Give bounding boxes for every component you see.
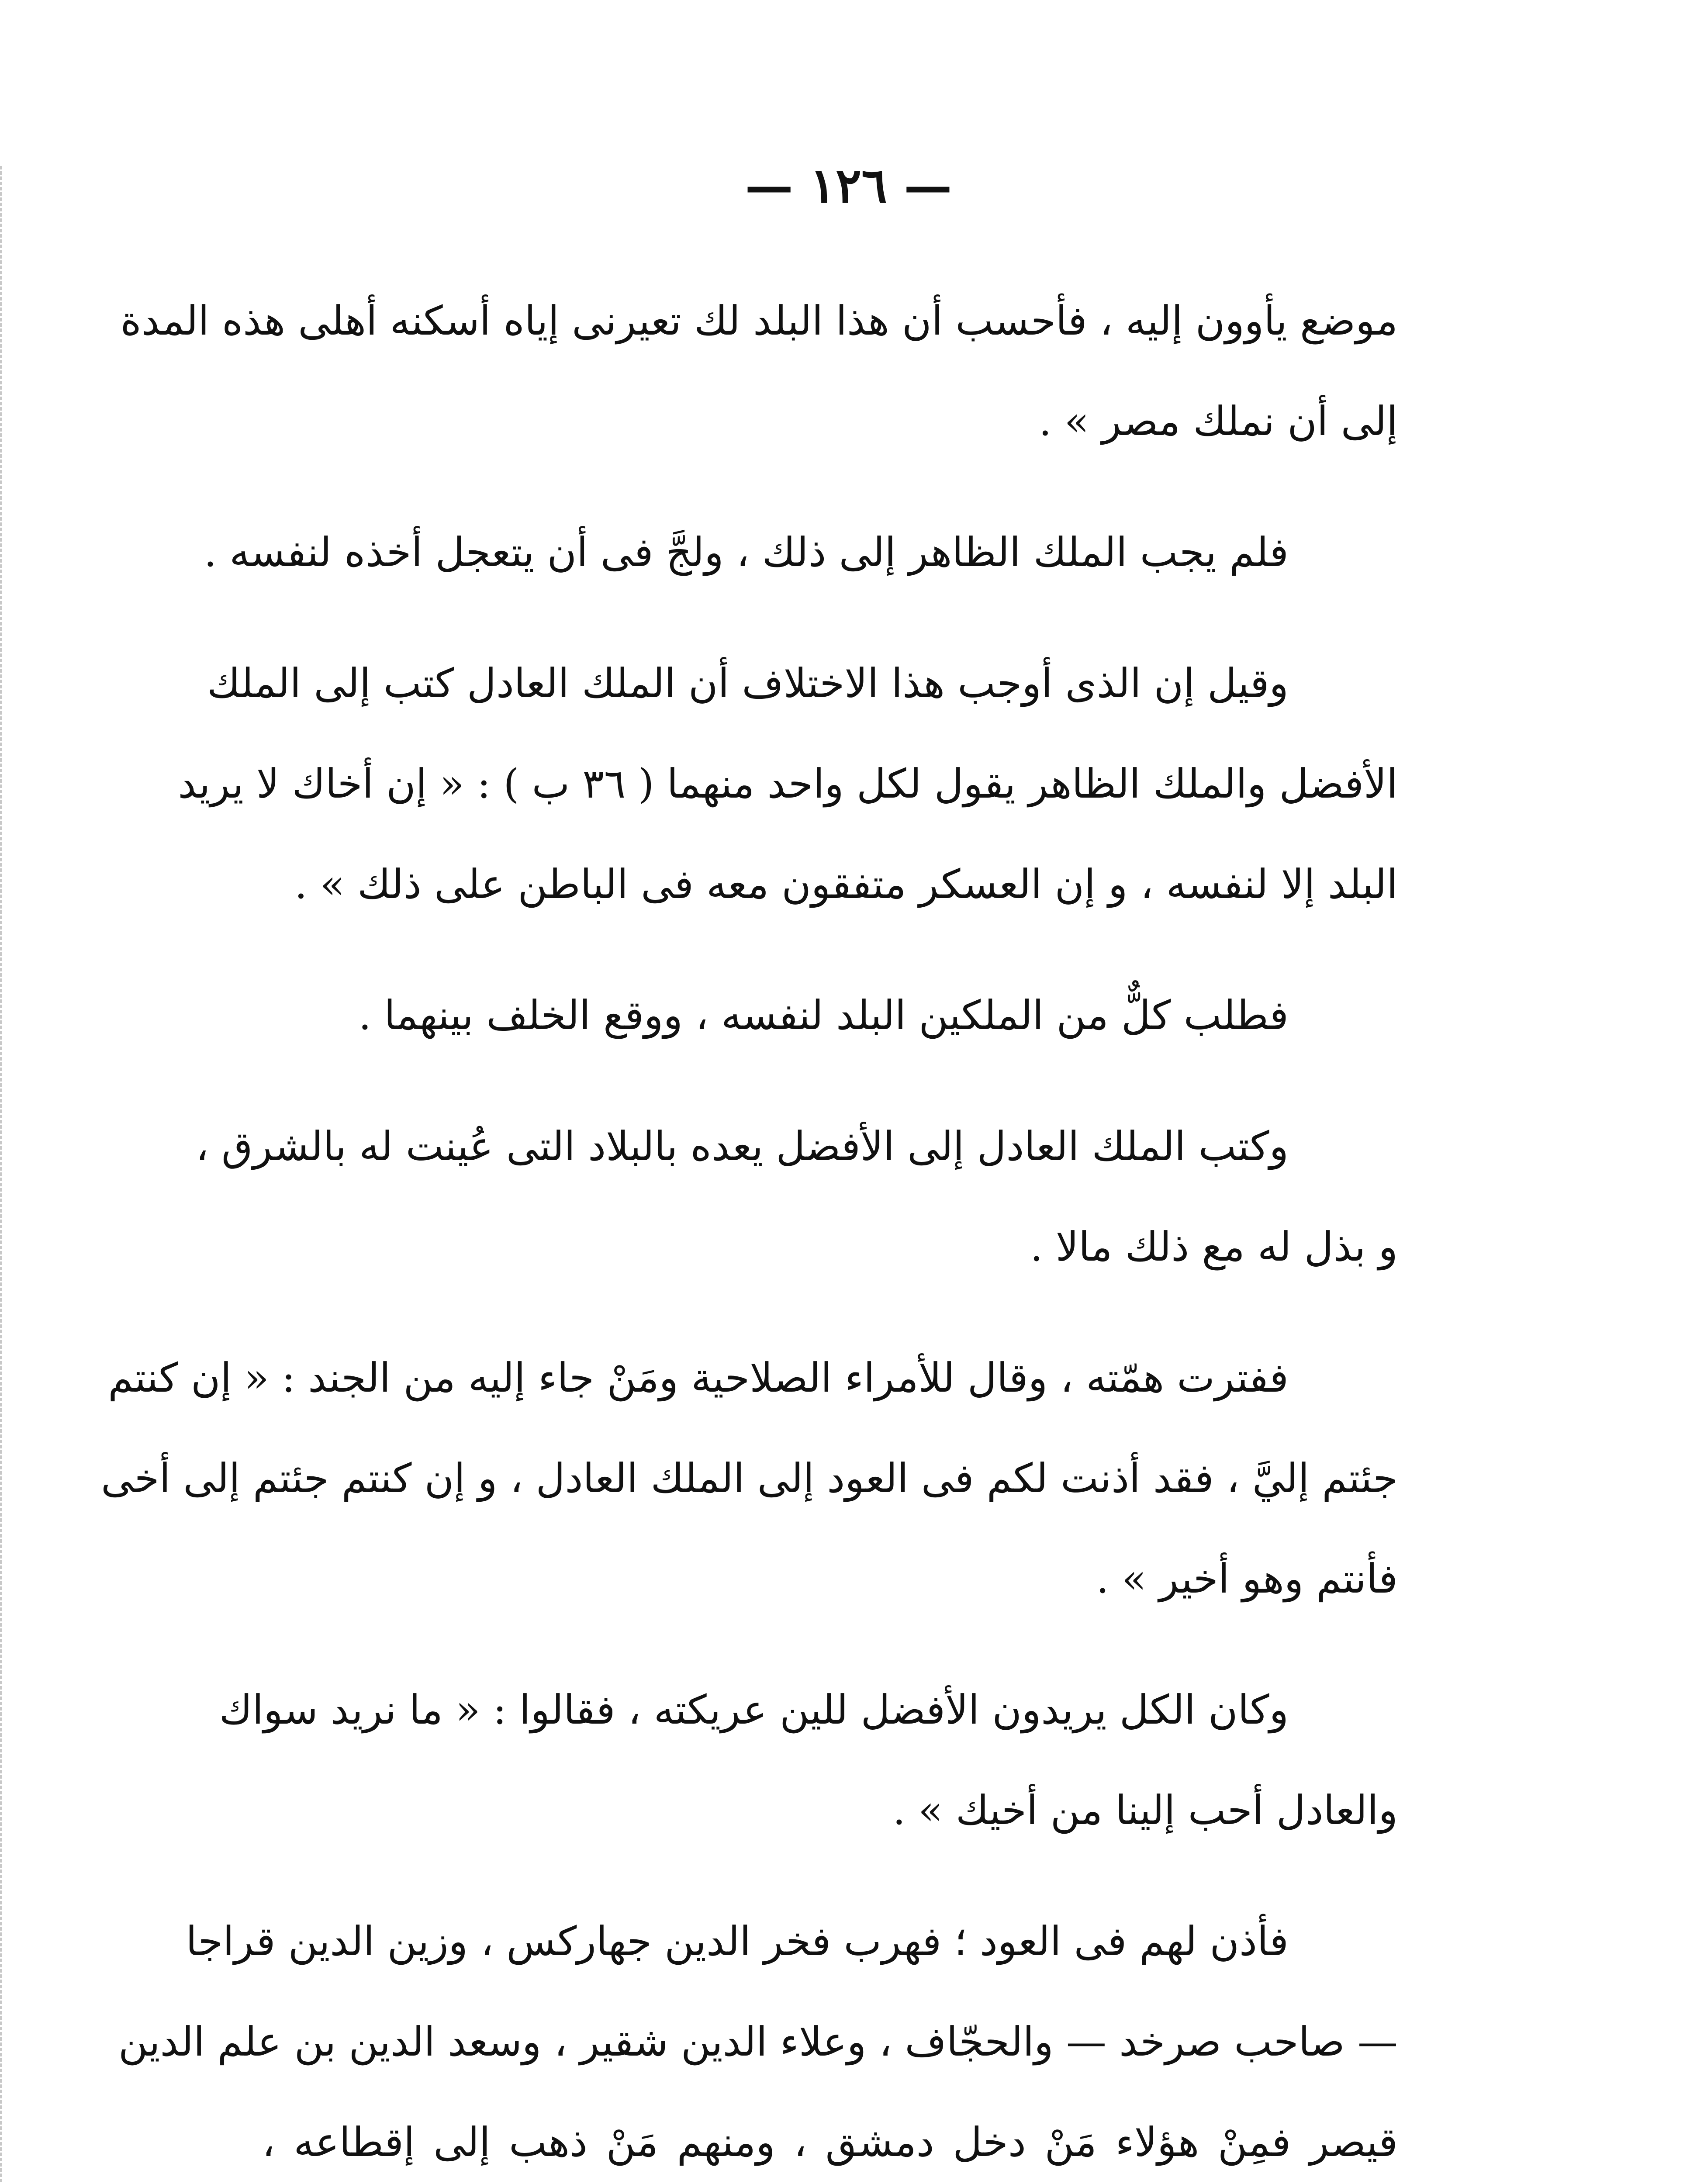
text-line: قيصر فمِنْ هؤلاء مَنْ دخل دمشق ، ومنهم مَنْ ذهب إلى إقطاعه ، bbox=[262, 2119, 1398, 2166]
paragraph bbox=[118, 1891, 1398, 2184]
paragraph bbox=[219, 1660, 1398, 1861]
text-line: وكتب الملك العادل إلى الأفضل يعده بالبلاد التى عُينت له بالشرق ، bbox=[196, 1123, 1289, 1170]
text-line: جئتم إليَّ ، فقد أذنت لكم فى العود إلى الملك العادل ، و إن كنتم جئتم إلى أخى bbox=[101, 1455, 1398, 1502]
text-line: وقيل إن الذى أوجب هذا الاختلاف أن الملك العادل كتب إلى الملك bbox=[207, 660, 1289, 707]
paragraph bbox=[178, 633, 1398, 935]
text-line: فلم يجب الملك الظاهر إلى ذلك ، ولجَّ فى أن يتعجل أخذه لنفسه . bbox=[204, 529, 1289, 576]
text-line: البلد إلا لنفسه ، و إن العسكر متفقون معه فى الباطن على ذلك » . bbox=[294, 861, 1398, 908]
paragraph bbox=[120, 271, 1398, 472]
text-line: فطلب كلٌّ من الملكين البلد لنفسه ، ووقع الخلف بينهما . bbox=[358, 992, 1289, 1039]
paragraph bbox=[204, 502, 1398, 603]
text-line: والعادل أحب إلينا من أخيك » . bbox=[892, 1787, 1398, 1834]
text-line: إلى أن نملك مصر » . bbox=[1039, 398, 1398, 445]
text-line: فأذن لهم فى العود ؛ فهرب فخر الدين جهاركس ، وزين الدين قراجا bbox=[186, 1918, 1289, 1965]
text-line: وكان الكل يريدون الأفضل للين عريكته ، فقالوا : « ما نريد سواك bbox=[219, 1686, 1289, 1733]
body-text bbox=[101, 271, 1398, 2184]
text-line: — صاحب صرخد — والحجّاف ، وعلاء الدين شقير ، وسعد الدين بن علم الدين bbox=[118, 2018, 1398, 2065]
page-number: — ١٢٦ — bbox=[745, 157, 952, 214]
text-line: فأنتم وهو أخير » . bbox=[1096, 1555, 1398, 1602]
text-line: و بذل له مع ذلك مالا . bbox=[1030, 1223, 1398, 1270]
paragraph bbox=[262, 965, 1398, 1066]
scan-edge-marks bbox=[0, 166, 5, 2184]
text-line: موضع يأوون إليه ، فأحسب أن هذا البلد لك تعيرنى إياه أسكنه أهلى هذه المدة bbox=[120, 297, 1398, 344]
paragraph bbox=[101, 1328, 1398, 1629]
paragraph bbox=[196, 1096, 1398, 1297]
text-line: الأفضل والملك الظاهر يقول لكل واحد منهما ( ٣٦ ب ) : « إن أخاك لا يريد bbox=[178, 760, 1398, 807]
text-line: ففترت همّته ، وقال للأمراء الصلاحية ومَنْ جاء إليه من الجند : « إن كنتم bbox=[108, 1355, 1289, 1401]
